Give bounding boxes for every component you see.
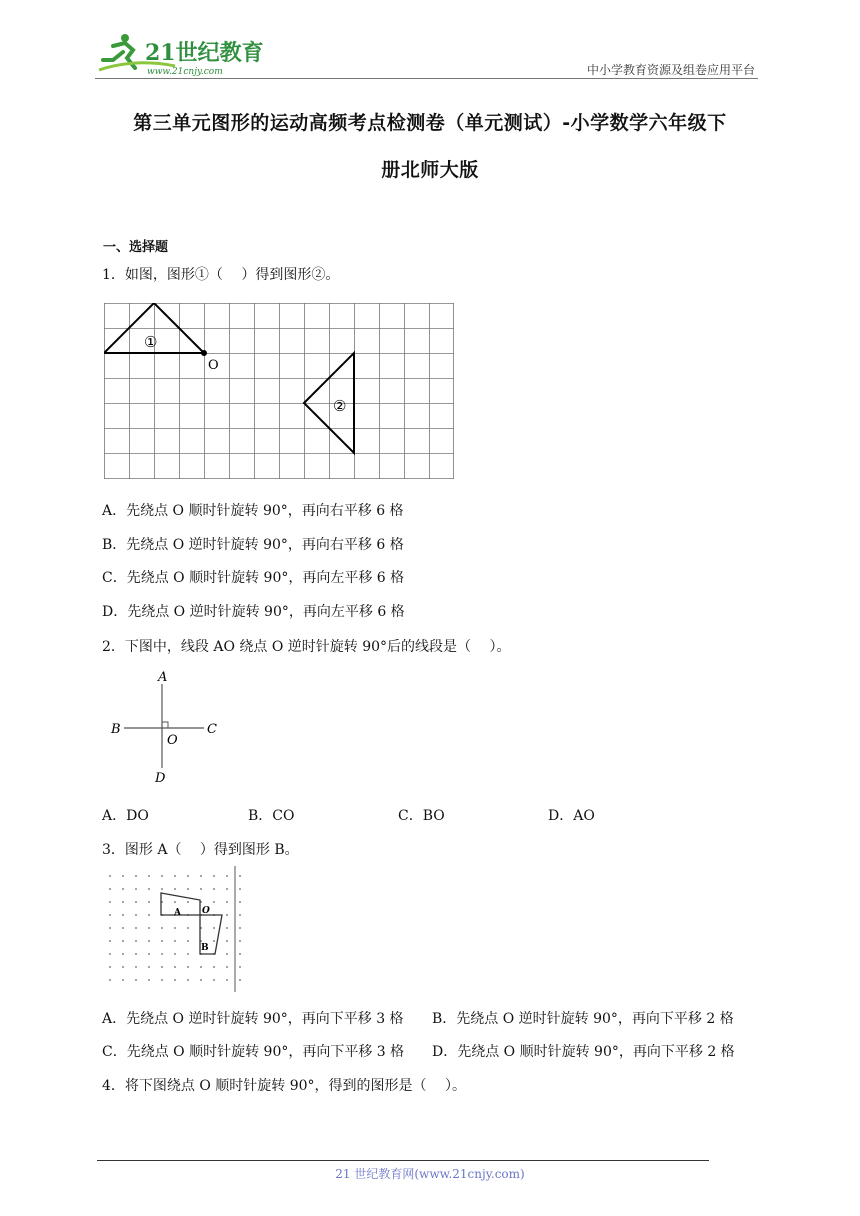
grid-dot [200,979,202,981]
grid-dot [148,927,150,929]
grid-dot [213,888,215,890]
question-1-option-d[interactable]: D．先绕点 O 逆时针旋转 90°，再向左平移 6 格 [102,604,405,620]
grid-dot [239,927,241,929]
grid-dot [122,901,124,903]
question-2-figure [108,668,228,788]
grid-dot [226,940,228,942]
grid-dot [148,953,150,955]
grid-dot [213,875,215,877]
grid-dot [109,901,111,903]
page-title-line2: 册北师大版 [381,159,479,181]
grid-dot [122,888,124,890]
grid-dot [239,979,241,981]
question-1-figure [104,303,454,479]
label-b: B [201,943,209,953]
grid-dot [122,914,124,916]
grid-dot [174,953,176,955]
grid-dot [226,966,228,968]
grid-dot [109,966,111,968]
question-4-stem: 4．将下图绕点 O 顺时针旋转 90°，得到的图形是（ ）。 [102,1078,466,1094]
grid-dot [148,979,150,981]
grid-dot [148,966,150,968]
grid-dot [187,888,189,890]
grid-dot [109,940,111,942]
grid-dot [135,875,137,877]
grid-dot [213,940,215,942]
grid-dot [109,875,111,877]
grid-dot [135,888,137,890]
grid-dot [135,940,137,942]
label-o: O [202,906,210,916]
question-3-option-d[interactable]: D．先绕点 O 顺时针旋转 90°，再向下平移 2 格 [432,1044,735,1060]
grid-dot [239,953,241,955]
grid-dot [161,888,163,890]
question-2-stem: 2．下图中，线段 AO 绕点 O 逆时针旋转 90°后的线段是（ ）。 [102,639,511,655]
grid-dot [148,901,150,903]
section-heading: 一、选择题 [103,240,169,255]
point-o [201,350,207,356]
grid-dot [174,875,176,877]
question-3-option-a[interactable]: A．先绕点 O 逆时针旋转 90°，再向下平移 3 格 [102,1011,404,1027]
grid-dot [213,979,215,981]
label-d: D [155,771,166,786]
grid-dot [187,979,189,981]
grid-dot [122,966,124,968]
grid-dot [174,940,176,942]
grid-dot [200,888,202,890]
grid-dot [161,979,163,981]
grid-dot [239,914,241,916]
grid-dot [187,927,189,929]
grid-dot [148,875,150,877]
point-o-label: O [208,358,219,373]
question-2-option-b[interactable]: B．CO [248,808,295,824]
question-1-option-c[interactable]: C．先绕点 O 顺时针旋转 90°，再向左平移 6 格 [102,570,405,586]
footer-divider [97,1160,709,1161]
question-3-figure [104,864,254,994]
grid-dot [213,966,215,968]
grid-dot [187,953,189,955]
question-3-option-c[interactable]: C．先绕点 O 顺时针旋转 90°，再向下平移 3 格 [102,1044,405,1060]
label-a: A [174,908,181,918]
logo-url: www.21cnjy.com [147,67,223,77]
grid-dot [226,927,228,929]
question-3-stem: 3．图形 A（ ）得到图形 B。 [102,842,299,858]
grid-dot [122,953,124,955]
grid-dot [239,901,241,903]
grid-dot [226,914,228,916]
question-2-option-d[interactable]: D．AO [548,808,595,824]
header-divider [95,78,758,79]
grid-dot [174,901,176,903]
grid-dot [122,927,124,929]
grid-dot [239,875,241,877]
label-b: B [111,722,121,737]
label-a: A [158,670,168,685]
grid-dot [135,953,137,955]
question-2-option-c[interactable]: C．BO [398,808,445,824]
grid-dot [226,888,228,890]
grid-dot [161,953,163,955]
triangle-2 [304,353,354,453]
grid-dot [239,940,241,942]
logo-text: 21世纪教育 [145,40,264,66]
grid-dot [109,888,111,890]
label-o: O [167,733,178,748]
question-1-option-b[interactable]: B．先绕点 O 逆时针旋转 90°，再向右平移 6 格 [102,537,404,553]
grid-dot [122,940,124,942]
question-2-option-a[interactable]: A．DO [102,808,149,824]
right-angle-mark [162,722,168,728]
grid-dot [200,875,202,877]
footer-text: 21 世纪教育网(www.21cnjy.com) [335,1167,525,1181]
grid [104,303,454,479]
grid-dot [239,966,241,968]
grid-dot [226,875,228,877]
grid-dot [187,940,189,942]
label-c: C [207,722,217,737]
grid-dot [174,966,176,968]
grid-dot [226,979,228,981]
grid-dot [135,927,137,929]
grid-dot [187,901,189,903]
grid-dot [135,914,137,916]
grid-dot [213,927,215,929]
grid-dot [187,875,189,877]
grid-dot [109,914,111,916]
grid-dot [239,888,241,890]
site-logo [95,30,265,80]
page-title-line1: 第三单元图形的运动高频考点检测卷（单元测试）-小学数学六年级下 [133,112,727,134]
grid-dot [161,875,163,877]
grid-dot [109,927,111,929]
grid-dot [174,979,176,981]
grid-dot [226,953,228,955]
grid-dot [148,940,150,942]
platform-name: 中小学教育资源及组卷应用平台 [586,63,755,77]
grid-dot [148,888,150,890]
grid-dot [148,914,150,916]
grid-dot [135,979,137,981]
question-1-option-a[interactable]: A．先绕点 O 顺时针旋转 90°，再向右平移 6 格 [102,503,404,519]
grid-dot [226,901,228,903]
grid-dot [135,901,137,903]
grid-dot [135,966,137,968]
grid-dot [161,927,163,929]
shape-1-label: ① [144,333,158,351]
grid-dot [109,953,111,955]
dot-grid [109,875,241,981]
grid-dot [161,940,163,942]
question-3-option-b[interactable]: B．先绕点 O 逆时针旋转 90°，再向下平移 2 格 [432,1011,734,1027]
grid-dot [122,979,124,981]
grid-dot [122,875,124,877]
grid-dot [109,979,111,981]
grid-dot [161,966,163,968]
grid-dot [174,927,176,929]
grid-dot [213,901,215,903]
grid-dot [200,966,202,968]
shape-2-label: ② [333,397,347,415]
question-1-stem: 1．如图，图形①（ ）得到图形②。 [102,267,340,283]
grid-dot [174,888,176,890]
grid-dot [187,966,189,968]
